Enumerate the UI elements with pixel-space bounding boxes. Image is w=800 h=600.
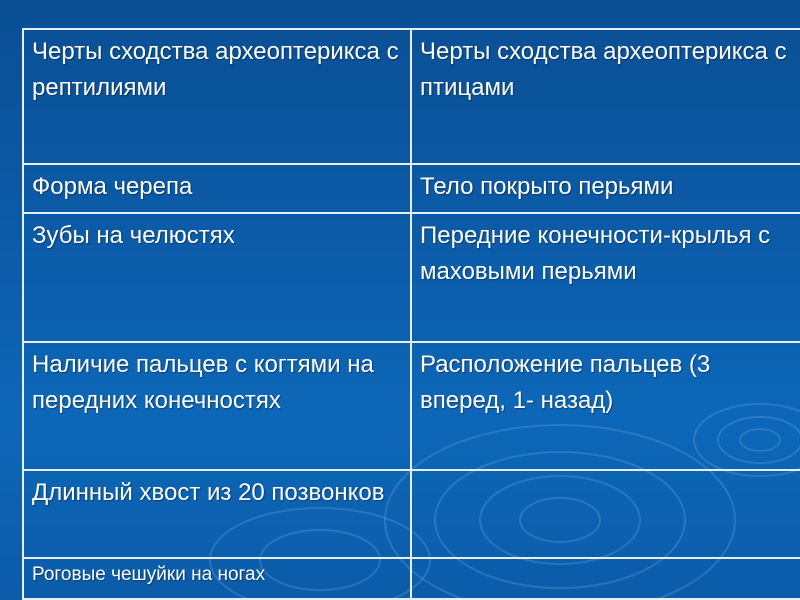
table-cell: Наличие пальцев с когтями на передних конечностях [23, 342, 411, 471]
header-bird-similarities: Черты сходства археоптерикса с птицами [411, 29, 800, 164]
table-cell-empty [411, 470, 800, 558]
table-row [23, 558, 800, 599]
table-cell: Тело покрыто перьями [411, 164, 800, 213]
table-cell: Передние конечности-крылья с маховыми перьями [411, 213, 800, 342]
comparison-table [22, 28, 800, 600]
table-row [23, 213, 800, 342]
table-row [23, 342, 800, 471]
table-cell: Расположение пальцев (3 вперед, 1- назад) [411, 342, 800, 471]
table-row [23, 164, 800, 213]
table-cell-empty [411, 558, 800, 599]
table-cell: Форма черепа [23, 164, 411, 213]
table-cell: Длинный хвост из 20 позвонков [23, 470, 411, 558]
header-reptile-similarities: Черты сходства археоптерикса с рептилиями [23, 29, 411, 164]
table-row [23, 470, 800, 558]
table-cell: Зубы на челюстях [23, 213, 411, 342]
table-cell: Роговые чешуйки на ногах [23, 558, 411, 599]
table-header-row [23, 29, 800, 164]
